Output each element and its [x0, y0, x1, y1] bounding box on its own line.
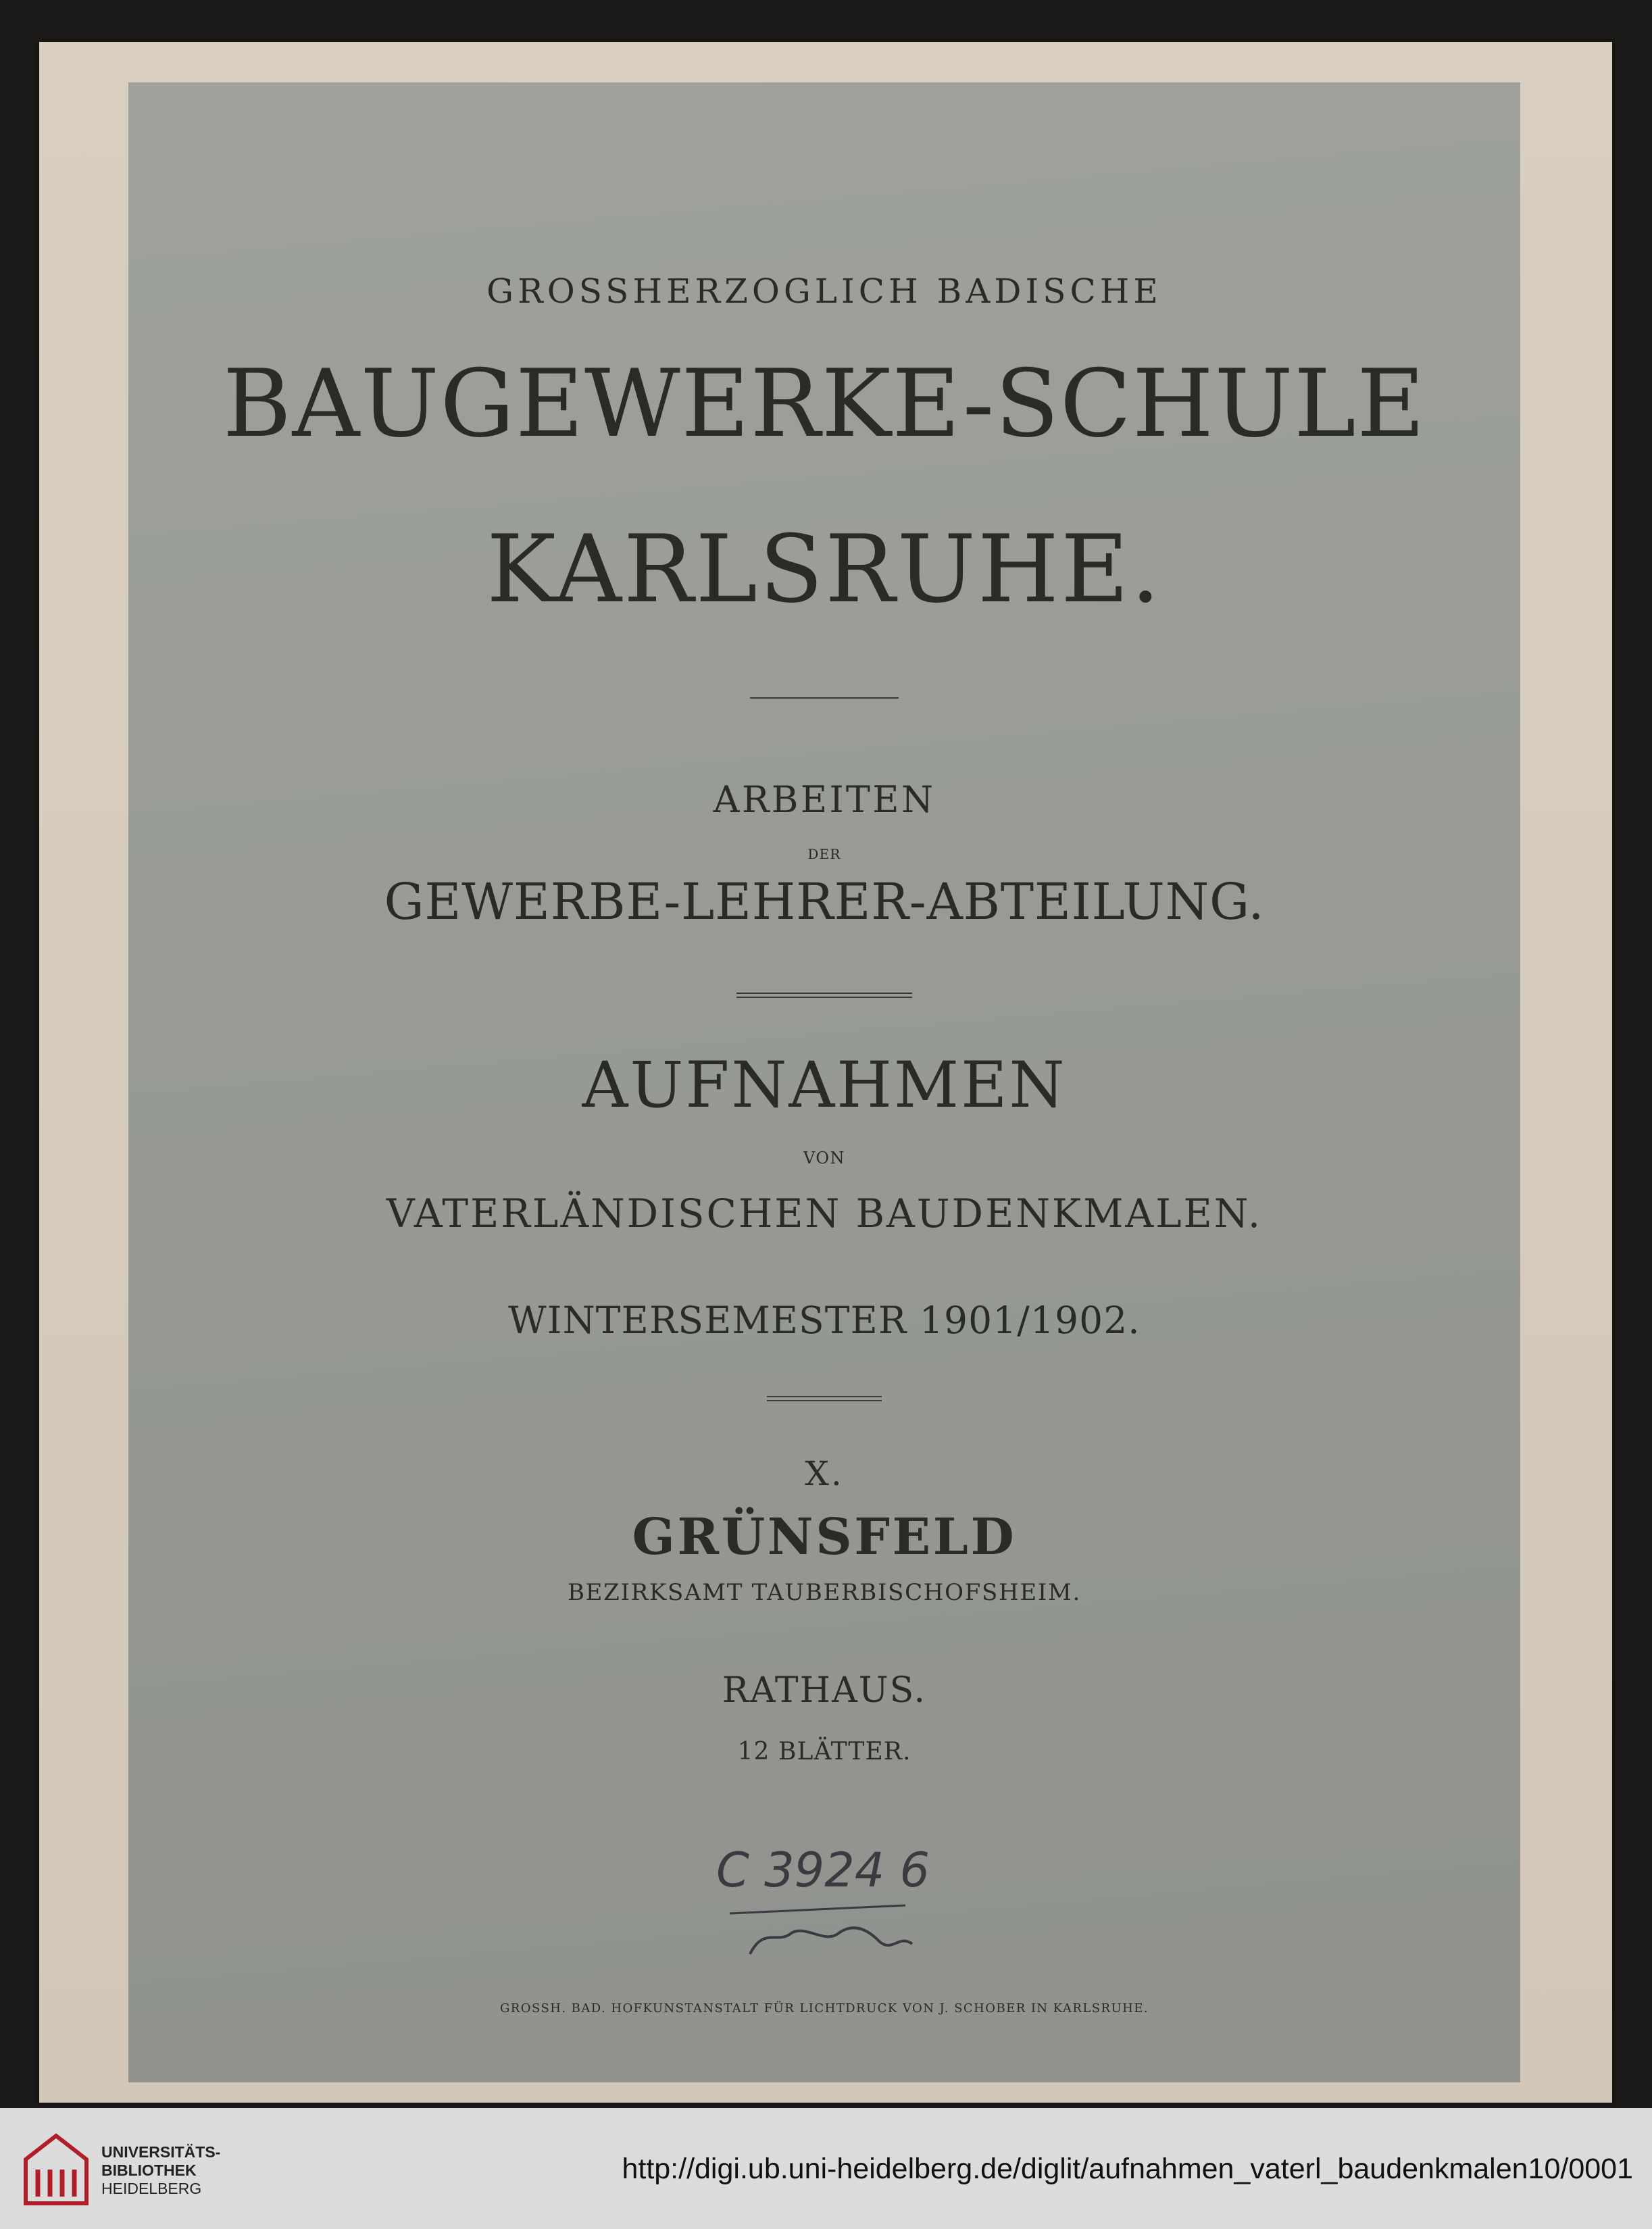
cover-line-9: VATERLÄNDISCHEN BAUDENKMALEN. — [386, 1191, 1263, 1236]
printer-imprint: GROSSH. BAD. HOFKUNSTANSTALT FÜR LICHTDRUCK VON J. SCHOBER IN KARLSRUHE. — [499, 2001, 1149, 2015]
cover-line-7: AUFNAHMEN — [582, 1049, 1067, 1122]
divider-1 — [750, 697, 899, 699]
cover-line-12: GRÜNSFELD — [632, 1508, 1017, 1566]
divider-3 — [767, 1396, 882, 1401]
cover-title-1: BAUGEWERKE-SCHULE — [222, 349, 1426, 458]
library-name — [101, 2143, 220, 2198]
library-name-line-2: BIBLIOTHEK — [101, 2161, 197, 2179]
document-url-link[interactable]: http://digi.ub.uni-heidelberg.de/diglit/aufnahmen_vaterl_baudenkmalen10/0001 — [622, 2153, 1633, 2185]
cover-line-10: WINTERSEMESTER 1901/1902. — [508, 1299, 1141, 1342]
ub-logo-icon — [19, 2132, 93, 2207]
library-name-line-3: HEIDELBERG — [101, 2180, 202, 2197]
cover-line-15: 12 BLÄTTER. — [737, 1738, 911, 1765]
library-name-line-1: UNIVERSITÄTS- — [101, 2143, 221, 2161]
cover-title-2: KARLSRUHE. — [486, 515, 1162, 624]
cover-line-14: RATHAUS. — [722, 1670, 927, 1711]
cover-line-1: GROSSHERZOGLICH BADISCHE — [486, 272, 1162, 311]
cover-line-5: DER — [807, 846, 841, 862]
shelfmark-text: C 3924 6 — [716, 1843, 930, 1898]
cover-line-6: GEWERBE-LEHRER-ABTEILUNG. — [384, 873, 1265, 931]
handwritten-shelfmark — [709, 1826, 993, 1961]
cover-line-13: BEZIRKSAMT TAUBERBISCHOFSHEIM. — [567, 1579, 1082, 1606]
cover-line-4: ARBEITEN — [713, 778, 936, 821]
cover-page — [128, 82, 1520, 2082]
cover-line-11: X. — [805, 1454, 844, 1493]
divider-2 — [736, 993, 912, 998]
library-footer — [0, 2108, 1652, 2229]
shelfmark-signature-icon — [709, 1826, 993, 1961]
cover-line-8: VON — [803, 1149, 845, 1168]
